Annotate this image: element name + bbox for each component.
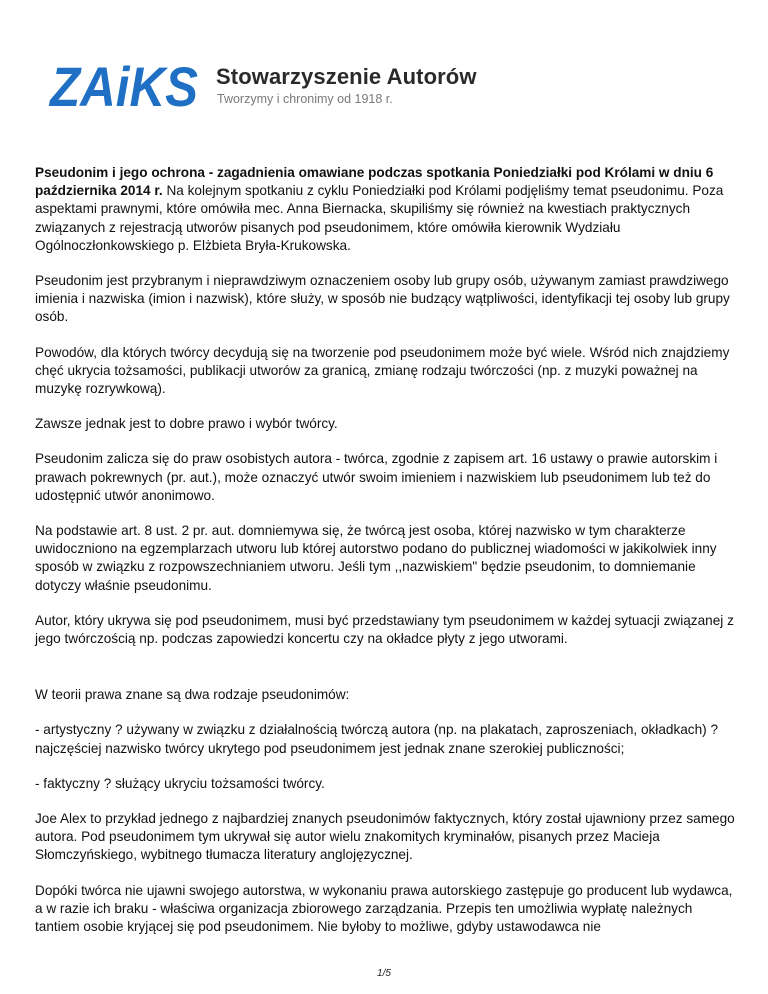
page-number: 1/5	[377, 968, 391, 979]
organization-tagline: Tworzymy i chronimy od 1918 r.	[217, 92, 393, 106]
paragraph-reasons: Powodów, dla których twórcy decydują się na tworzenie pod pseudonimem może być wiele. Wśród nich znajdziemy chęć ukrycia tożsamości, publikacji utworów za granicą, zmianę rodzaju twórczości (np. z muzyki poważnej na muzykę rozrywkową).	[35, 344, 730, 397]
paragraph-presumption: Na podstawie art. 8 ust. 2 pr. aut. domniemywa się, że twórcą jest osoba, której nazwisko w tym charakterze uwidoczniono na egzemplarzach utworu lub której autorstwo podano do publicznej wiadomości w jakikolwiek inny sposób w związku z rozpowszechnianiem utworu. Jeśli tym ,,nazwiskiem" będzie pseudonim, to domniemanie dotyczy właśnie pseudonimu.	[35, 523, 717, 593]
paragraph-presentation: Autor, który ukrywa się pod pseudonimem, musi być przedstawiany tym pseudonimem w każdej sytuacji związanej z jego twórczością np. podczas zapowiedzi koncertu czy na okładce płyty z jego utworami.	[35, 612, 734, 647]
zaiks-logo	[48, 55, 200, 118]
article-lead: Na kolejnym spotkaniu z cyklu Poniedziałki pod Królami podjęliśmy temat pseudonimu. Poza aspektami prawnymi, które omówiła mec. Anna Biernacka, skupiliśmy się również na kwestiach praktycznych związanych z rejestracją utworów pisanych pod pseudonimem, które omówiła kierownik Wydziału Ogólnoczłonkowskiego p. Elżbieta Bryła-Krukowska.	[35, 183, 724, 253]
paragraph-right: Zawsze jednak jest to dobre prawo i wybór twórcy.	[35, 416, 338, 432]
organization-name: Stowarzyszenie Autorów	[216, 64, 477, 89]
article-title: Pseudonim i jego ochrona - zagadnienia omawiane podczas spotkania Poniedziałki pod Królami w dniu 6 października 2014 r.	[35, 165, 714, 199]
paragraph-types-intro: W teorii prawa znane są dwa rodzaje pseudonimów:	[35, 687, 350, 703]
intro-paragraph	[35, 164, 735, 255]
paragraph-factual: - faktyczny ? służący ukryciu tożsamości twórcy.	[35, 775, 325, 791]
paragraph-joe-alex: Joe Alex to przykład jednego z najbardziej znanych pseudonimów faktycznych, który został ujawniony przez samego autora. Pod pseudonimem tym ukrywał się autor wielu znakomitych kryminałów, pisanych przez Macieja Słomczyńskiego, wybitnego tłumacza literatury anglojęzycznej.	[35, 811, 735, 863]
paragraph-publisher: Dopóki twórca nie ujawni swojego autorstwa, w wykonaniu prawa autorskiego zastępuje go producent lub wydawca, a w razie ich braku - właściwa organizacja zbiorowego zarządzania. Przepis ten umożliwia wypłatę należnych tantiem osobie kryjącej się pod pseudonimem. Nie byłoby to możliwe, gdyby ustawodawca nie	[35, 882, 733, 935]
paragraph-definition: Pseudonim jest przybranym i nieprawdziwym oznaczeniem osoby lub grupy osób, używanym zamiast prawdziwego imienia i nazwiska (imion i nazwisk), które służy, w sposób nie budzący wątpliwości, identyfikacji tej osoby lub grupy osób.	[35, 273, 730, 325]
article-body	[35, 164, 735, 953]
paragraph-personal-rights: Pseudonim zalicza się do praw osobistych autora - twórca, zgodnie z zapisem art. 16 ustawy o prawie autorskim i prawach pokrewnych (pr. aut.), może oznaczyć utwór swoim imieniem i nazwiskiem lub pseudonimem lub też do udostępnić utwór anonimowo.	[35, 451, 718, 503]
paragraph-artistic: - artystyczny ? używany w związku z działalnością twórczą autora (np. na plakatach, zaproszeniach, okładkach) ? najczęściej nazwisko twórcy ukrytego pod pseudonimem jest jednak znane szerokiej publiczności;	[35, 722, 719, 756]
page-header	[48, 52, 508, 118]
zaiks-logo-text: ZAiKS	[48, 55, 198, 118]
